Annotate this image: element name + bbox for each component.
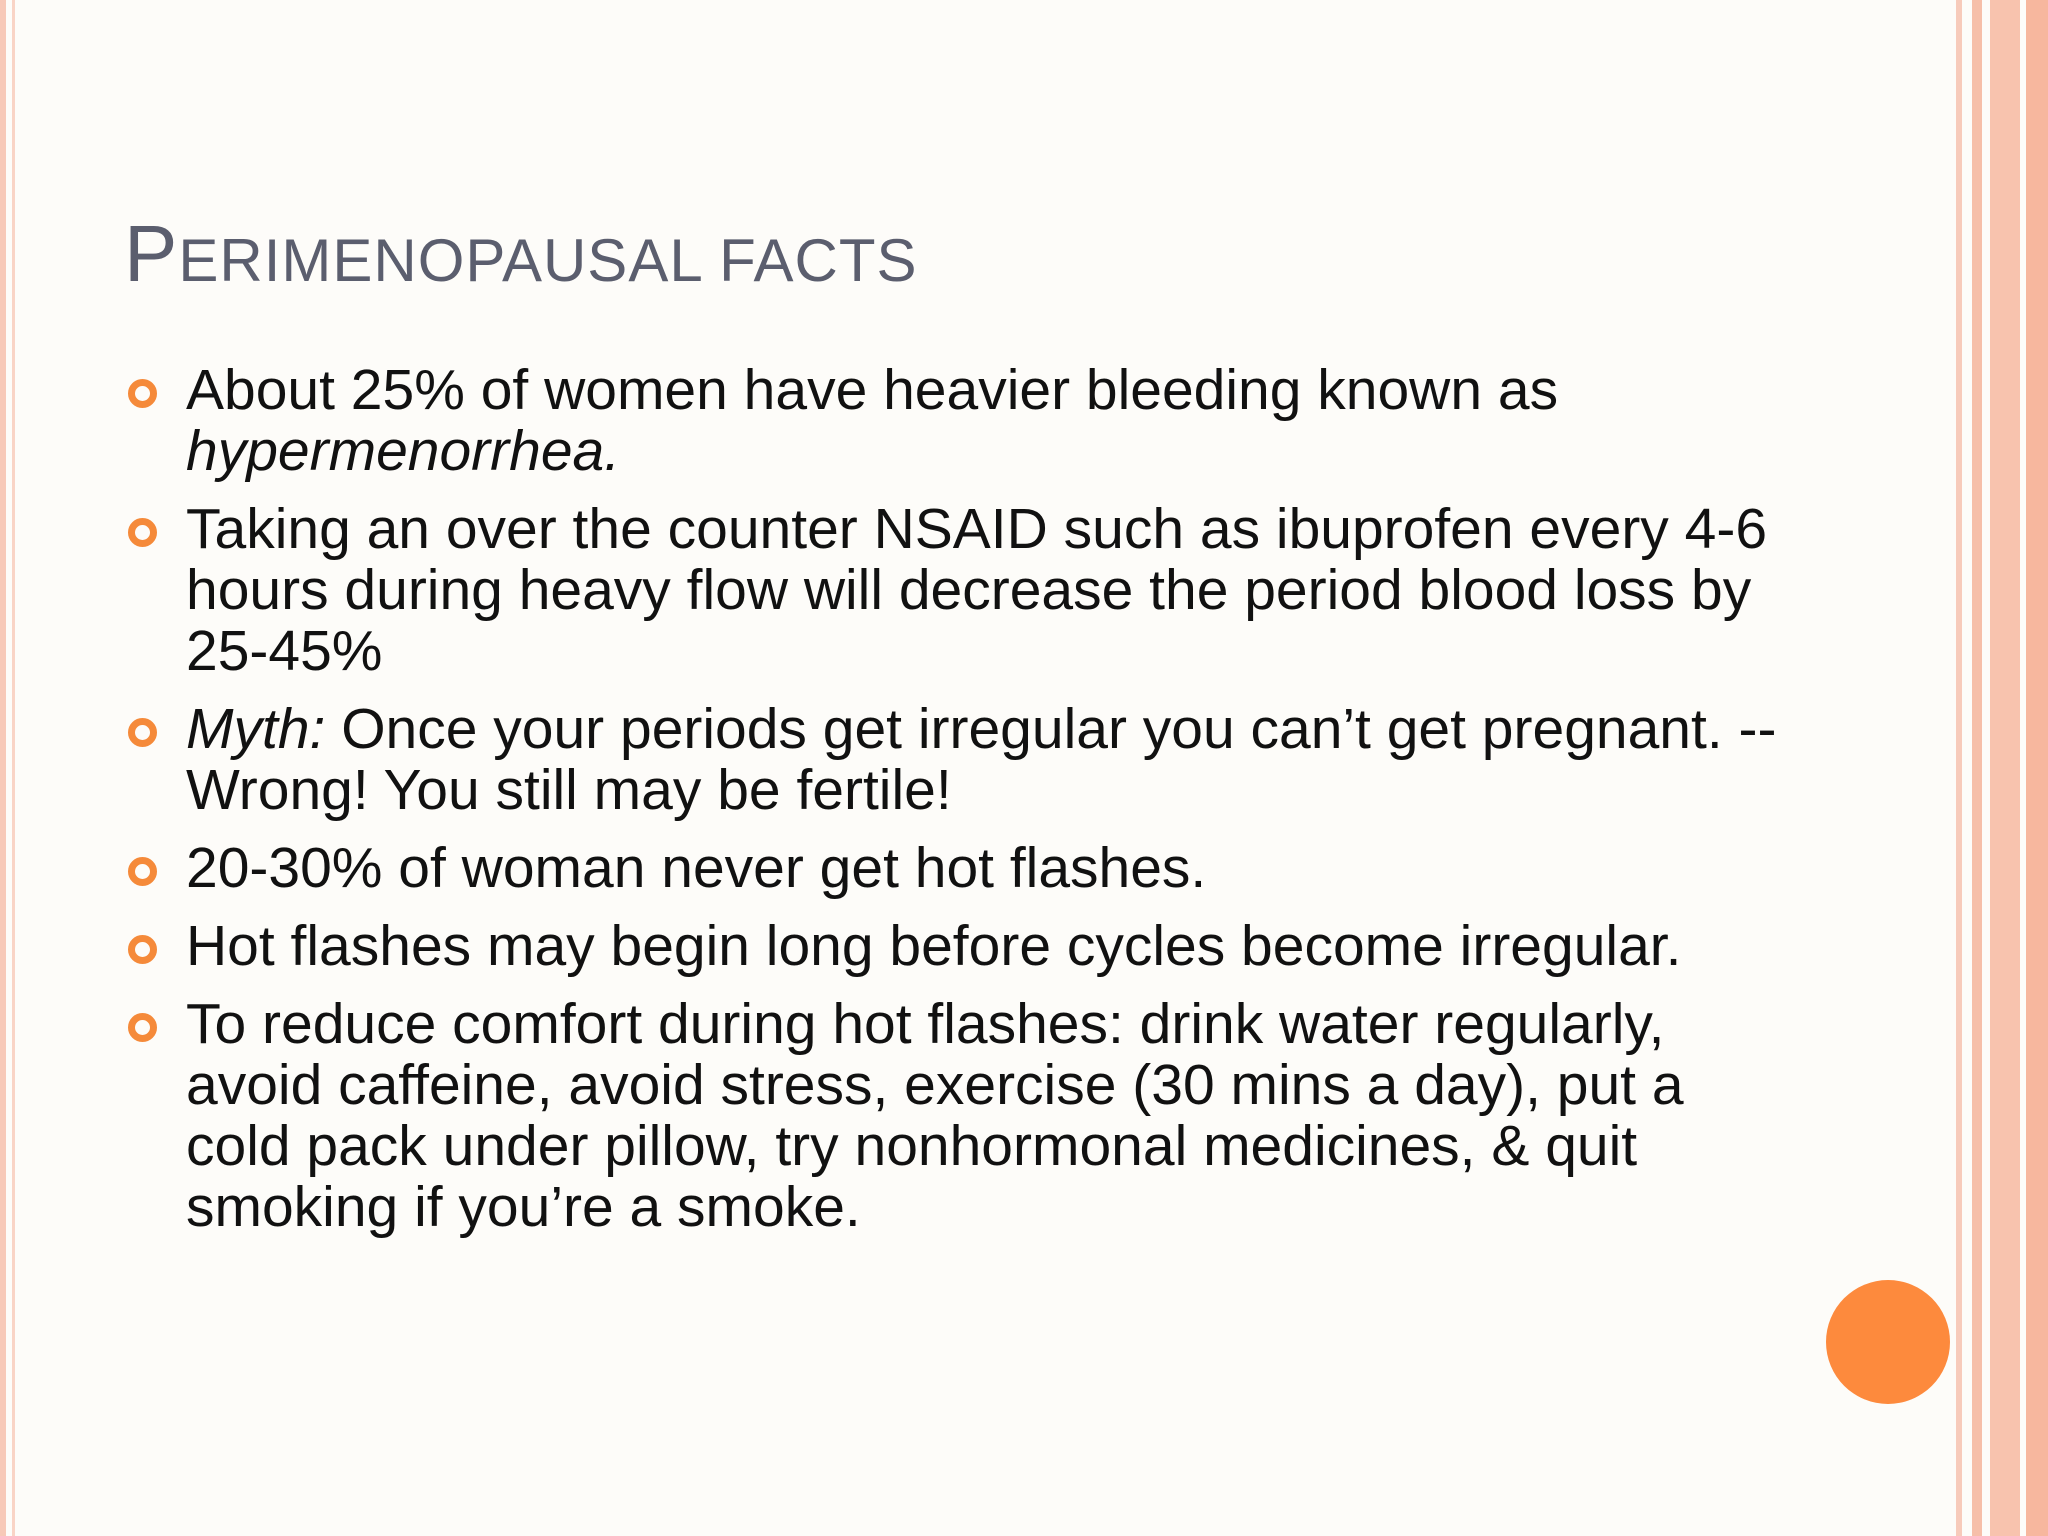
circle-bullet-icon — [128, 935, 157, 964]
title-first-letter: P — [124, 209, 179, 298]
bullet-text: About 25% of women have heavier bleeding known as — [186, 358, 1559, 422]
right-border-stripe — [1956, 0, 1962, 1536]
bullet-item — [124, 838, 1784, 899]
circle-bullet-icon — [128, 518, 157, 547]
left-border-decoration-inner — [12, 0, 15, 1536]
slide-title — [124, 208, 918, 300]
bullet-text: Hot flashes may begin long before cycles become irregular. — [186, 914, 1682, 978]
bullet-italic-text: hypermenorrhea. — [186, 419, 621, 483]
circle-bullet-icon — [128, 718, 157, 747]
right-border-stripe — [2026, 0, 2048, 1536]
bullet-list — [124, 360, 1784, 1255]
title-rest: ERIMENOPAUSAL FACTS — [178, 227, 918, 294]
bullet-item — [124, 499, 1784, 682]
bullet-item — [124, 360, 1784, 482]
bullet-text: 20-30% of woman never get hot flashes. — [186, 836, 1207, 900]
bullet-item — [124, 916, 1784, 977]
bullet-text: Taking an over the counter NSAID such as ibuprofen every 4-6 hours during heavy flow will decrease the period blood loss by 25-45% — [186, 497, 1768, 683]
bullet-item — [124, 994, 1784, 1238]
left-border-decoration — [0, 0, 6, 1536]
orange-circle-decoration — [1826, 1280, 1950, 1404]
circle-bullet-icon — [128, 1013, 157, 1042]
bullet-text: To reduce comfort during hot flashes: drink water regularly, avoid caffeine, avoid stress, exercise (30 mins a day), put a cold pack under pillow, try nonhormonal medicines, & quit smoking if you’re a smoke. — [186, 992, 1684, 1239]
right-border-stripe — [1972, 0, 1982, 1536]
circle-bullet-icon — [128, 857, 157, 886]
bullet-item — [124, 699, 1784, 821]
circle-bullet-icon — [128, 379, 157, 408]
right-border-stripe — [1990, 0, 2020, 1536]
bullet-text: Once your periods get irregular you can’t get pregnant. -- Wrong! You still may be fertile! — [186, 697, 1777, 822]
bullet-italic-text: Myth: — [186, 697, 326, 761]
